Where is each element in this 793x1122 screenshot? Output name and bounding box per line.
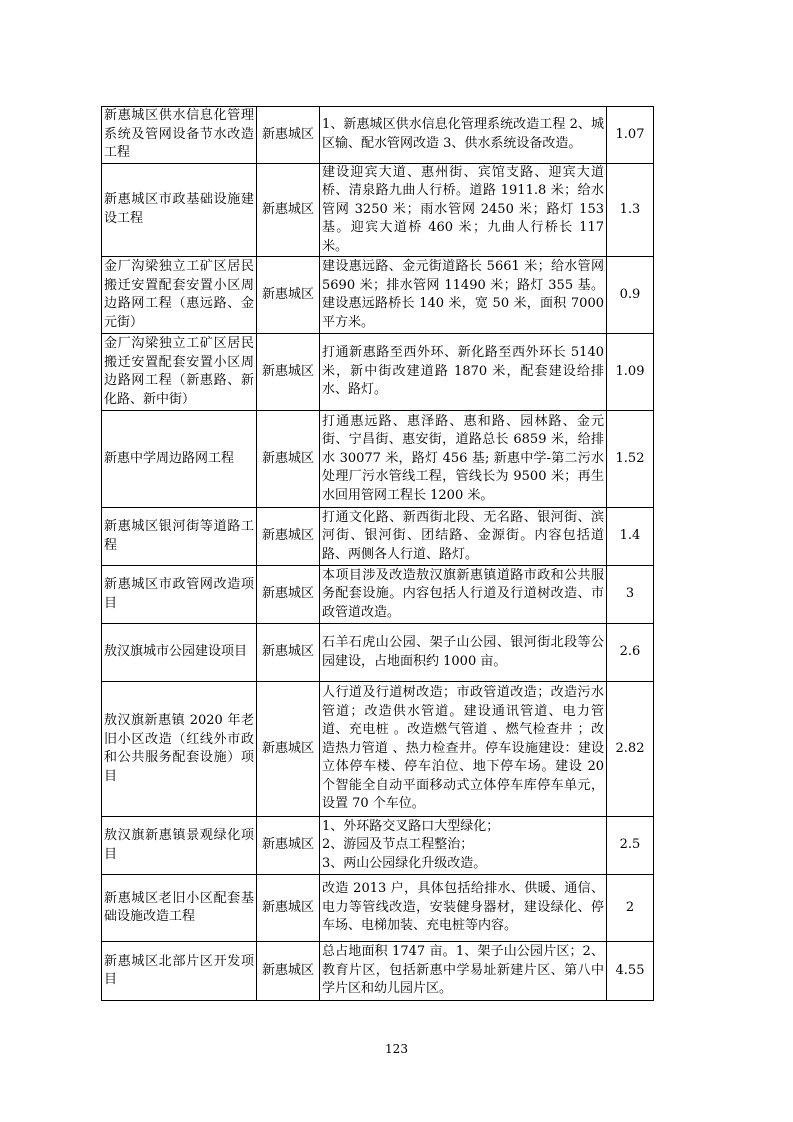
project-name: 新惠城区市政管网改造项目 [102,566,257,624]
table-row [102,334,654,411]
project-content: 人行道及行道树改造；市政管道改造；改造污水管道；改造供水管道。建设通讯管道、电力管道、充电桩 。改造燃气管道 、燃气检查井 ；改造热力管道 、热力检查井。停车设施建设：建设立体停车楼、停车泊位、地下停车场。建设 20 个智能全自动平面移动式立体停车库停车单元，设置 70 个车位。 [320,682,607,817]
content-line: 1、外环路交叉路口大型绿化； [322,818,500,834]
project-content: 石羊石虎山公园、架子山公园、银河街北段等公园建设，占地面积约 1000 亩。 [320,624,607,682]
project-area: 新惠城区 [257,624,320,682]
table-row [102,508,654,566]
project-investment: 4.55 [607,942,654,1001]
page-number: 123 [385,1042,408,1056]
project-investment: 0.9 [607,257,654,334]
table-row [102,411,654,508]
project-name: 新惠中学周边路网工程 [102,411,257,508]
table-row [102,875,654,942]
project-name: 新惠城区银河街等道路工程 [102,508,257,566]
project-investment: 1.52 [607,411,654,508]
project-name: 新惠城区老旧小区配套基础设施改造工程 [102,875,257,942]
table-row [102,624,654,682]
project-area: 新惠城区 [257,875,320,942]
project-investment: 1.07 [607,107,654,164]
project-area: 新惠城区 [257,257,320,334]
project-content: 改造 2013 户，具体包括给排水、供暖、通信、电力等管线改造，安装健身器材，建设绿化、停车场、电梯加装、充电桩等内容。 [320,875,607,942]
project-investment: 2 [607,875,654,942]
project-area: 新惠城区 [257,411,320,508]
project-investment: 2.82 [607,682,654,817]
project-investment: 1.09 [607,334,654,411]
project-content: 打通惠远路、惠泽路、惠和路、园林路、金元街、宁昌街、惠安街，道路总长 6859 米，给排水 30077 米，路灯 456 基; 新惠中学-第二污水处理厂污水管线工程，管线长为 9500 米；再生水回用管网工程长 1200 米。 [320,411,607,508]
project-content: 1、新惠城区供水信息化管理系统改造工程 2、城区输、配水管网改造 3、供水系统设备改造。 [320,107,607,164]
table-row [102,682,654,817]
projects-table [101,106,654,1001]
project-area: 新惠城区 [257,163,320,257]
table-row [102,817,654,875]
content-line: 3、两山公园绿化升级改造。 [322,855,487,871]
project-content: 建设迎宾大道、惠州街、宾馆支路、迎宾大道桥、清泉路九曲人行桥。道路 1911.8 米；给水管网 3250 米；雨水管网 2450 米；路灯 153 基。迎宾大道桥 460 米；九曲人行桥长 117 米。 [320,163,607,257]
project-name: 敖汉旗新惠镇 2020 年老旧小区改造（红线外市政和公共服务配套设施）项目 [102,682,257,817]
project-name: 敖汉旗新惠镇景观绿化项目 [102,817,257,875]
project-area: 新惠城区 [257,508,320,566]
table-row [102,163,654,257]
project-content: 本项目涉及改造敖汉旗新惠镇道路市政和公共服务配套设施。内容包括人行道及行道树改造、市政管道改造。 [320,566,607,624]
table-row [102,942,654,1001]
table-row [102,107,654,164]
project-investment: 2.5 [607,817,654,875]
project-name: 金厂沟梁独立工矿区居民搬迁安置配套安置小区周边路网工程（惠远路、金元街） [102,257,257,334]
project-area: 新惠城区 [257,682,320,817]
project-area: 新惠城区 [257,107,320,164]
table-row [102,257,654,334]
project-content: 总占地面积 1747 亩。1、架子山公园片区；2、教育片区，包括新惠中学易址新建片区、第八中学片区和幼儿园片区。 [320,942,607,1001]
project-content: 建设惠远路、金元街道路长 5661 米；给水管网 5690 米；排水管网 11490 米；路灯 355 基。建设惠远路桥长 140 米，宽 50 米，面积 7000 平方米。 [320,257,607,334]
project-name: 新惠城区北部片区开发项目 [102,942,257,1001]
project-investment: 3 [607,566,654,624]
project-name: 敖汉旗城市公园建设项目 [102,624,257,682]
content-line: 2、游园及节点工程整治； [322,837,474,853]
project-name: 新惠城区供水信息化管理系统及管网设备节水改造工程 [102,107,257,164]
project-investment: 2.6 [607,624,654,682]
project-investment: 1.3 [607,163,654,257]
project-content: 打通文化路、新西街北段、无名路、银河街、滨河街、银河街、团结路、金源街。内容包括道路、两侧各人行道、路灯。 [320,508,607,566]
project-content: 打通新惠路至西外环、新化路至西外环长 5140 米，新中街改建道路 1870 米，配套建设给排水、路灯。 [320,334,607,411]
project-content [320,817,607,875]
project-area: 新惠城区 [257,566,320,624]
project-area: 新惠城区 [257,817,320,875]
project-investment: 1.4 [607,508,654,566]
project-name: 金厂沟梁独立工矿区居民搬迁安置配套安置小区周边路网工程（新惠路、新化路、新中街） [102,334,257,411]
project-name: 新惠城区市政基础设施建设工程 [102,163,257,257]
project-area: 新惠城区 [257,334,320,411]
project-area: 新惠城区 [257,942,320,1001]
table-row [102,566,654,624]
